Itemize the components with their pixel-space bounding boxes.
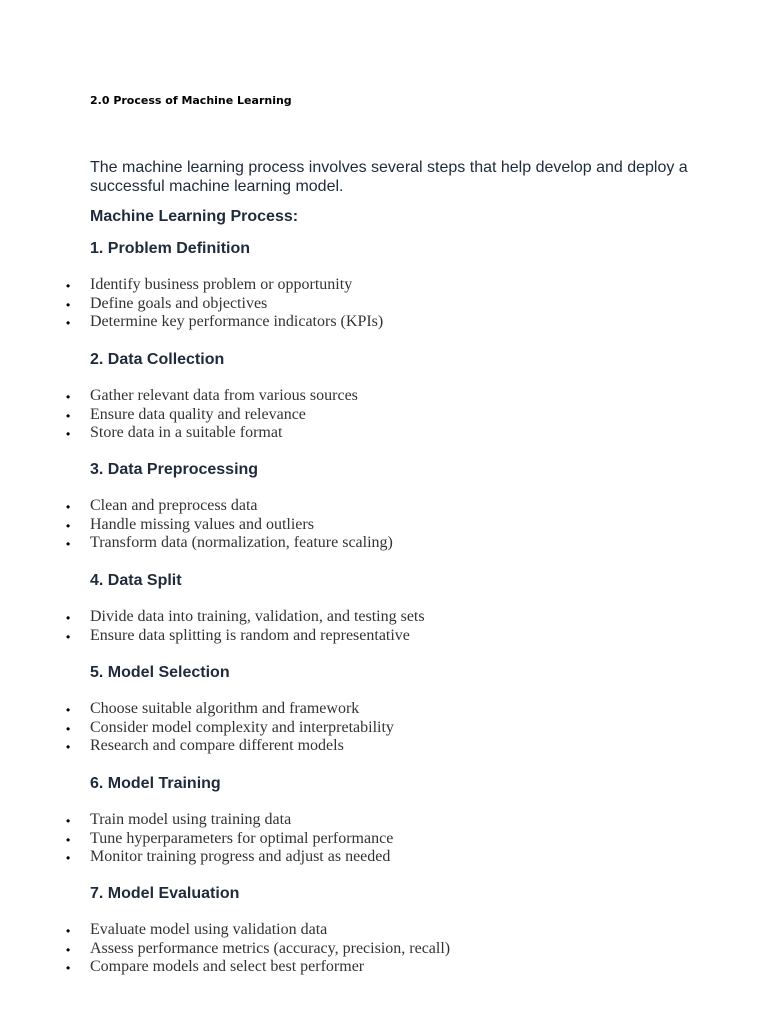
list-item-text: Train model using training data	[90, 811, 292, 828]
bullet-icon: •	[66, 279, 71, 293]
bullet-icon: •	[66, 297, 71, 312]
list-item-text: Divide data into training, validation, and testing sets	[90, 608, 425, 625]
list-item-text: Transform data (normalization, feature scaling)	[90, 534, 393, 552]
list-item-text: Choose suitable algorithm and framework	[90, 700, 360, 717]
list-item	[0, 848, 393, 867]
bullet-icon: •	[66, 924, 71, 938]
bullet-list	[0, 497, 393, 553]
list-item	[0, 700, 394, 719]
bullet-list	[0, 921, 450, 977]
list-item-text: Consider model complexity and interpretability	[90, 718, 394, 736]
list-item-text: Determine key performance indicators (KPIs)	[90, 313, 384, 331]
list-item	[0, 608, 425, 627]
bullet-icon: •	[66, 500, 71, 514]
bullet-icon: •	[66, 851, 71, 866]
list-item	[0, 295, 383, 314]
bullet-icon: •	[66, 942, 71, 957]
list-item	[0, 534, 393, 553]
bullet-icon: •	[66, 427, 71, 442]
intro-paragraph: The machine learning process involves several steps that help develop and deploy a successful machine learning model.	[90, 159, 688, 195]
list-item-text: Store data in a suitable format	[90, 424, 283, 442]
list-item-text: Clean and preprocess data	[90, 497, 258, 514]
process-heading: Machine Learning Process:	[90, 208, 299, 225]
bullet-icon: •	[66, 703, 71, 717]
list-item	[0, 830, 393, 849]
list-item-text: Handle missing values and outliers	[90, 515, 314, 533]
bullet-list	[0, 700, 394, 756]
bullet-icon: •	[66, 408, 71, 423]
list-item-text: Identify business problem or opportunity	[90, 276, 353, 293]
bullet-list	[0, 811, 393, 867]
bullet-list	[0, 276, 383, 332]
bullet-icon: •	[66, 740, 71, 755]
list-item	[0, 958, 450, 977]
list-item	[0, 921, 450, 940]
list-item	[0, 940, 450, 959]
list-item	[0, 719, 394, 738]
document-title: 2.0 Process of Machine Learning	[90, 94, 292, 107]
step-heading: 1. Problem Definition	[90, 240, 251, 257]
bullet-icon: •	[66, 390, 71, 404]
list-item-text: Evaluate model using validation data	[90, 921, 328, 938]
step-heading: 2. Data Collection	[90, 351, 225, 368]
list-item	[0, 424, 358, 443]
bullet-list	[0, 608, 425, 645]
bullet-icon: •	[66, 961, 71, 976]
bullet-icon: •	[66, 316, 71, 331]
list-item-text: Compare models and select best performer	[90, 958, 365, 976]
step-heading: 7. Model Evaluation	[90, 885, 240, 902]
list-item	[0, 406, 358, 425]
list-item-text: Define goals and objectives	[90, 294, 268, 312]
list-item	[0, 811, 393, 830]
list-item	[0, 516, 393, 535]
list-item-text: Gather relevant data from various sources	[90, 387, 358, 404]
list-item-text: Assess performance metrics (accuracy, precision, recall)	[90, 939, 451, 957]
bullet-icon: •	[66, 537, 71, 552]
bullet-icon: •	[66, 611, 71, 625]
list-item	[0, 276, 383, 295]
bullet-icon: •	[66, 814, 71, 828]
list-item-text: Tune hyperparameters for optimal performance	[90, 829, 394, 847]
list-item	[0, 627, 425, 646]
step-heading: 3. Data Preprocessing	[90, 461, 259, 478]
list-item-text: Ensure data quality and relevance	[90, 405, 306, 423]
step-heading: 6. Model Training	[90, 775, 221, 792]
bullet-icon: •	[66, 721, 71, 736]
bullet-icon: •	[66, 629, 71, 644]
step-heading: 5. Model Selection	[90, 664, 230, 681]
list-item	[0, 737, 394, 756]
list-item	[0, 313, 383, 332]
list-item	[0, 497, 393, 516]
list-item-text: Research and compare different models	[90, 737, 344, 755]
list-item-text: Ensure data splitting is random and representative	[90, 626, 410, 644]
list-item	[0, 387, 358, 406]
bullet-icon: •	[66, 832, 71, 847]
step-heading: 4. Data Split	[90, 572, 182, 589]
bullet-list	[0, 387, 358, 443]
list-item-text: Monitor training progress and adjust as needed	[90, 848, 391, 866]
bullet-icon: •	[66, 518, 71, 533]
